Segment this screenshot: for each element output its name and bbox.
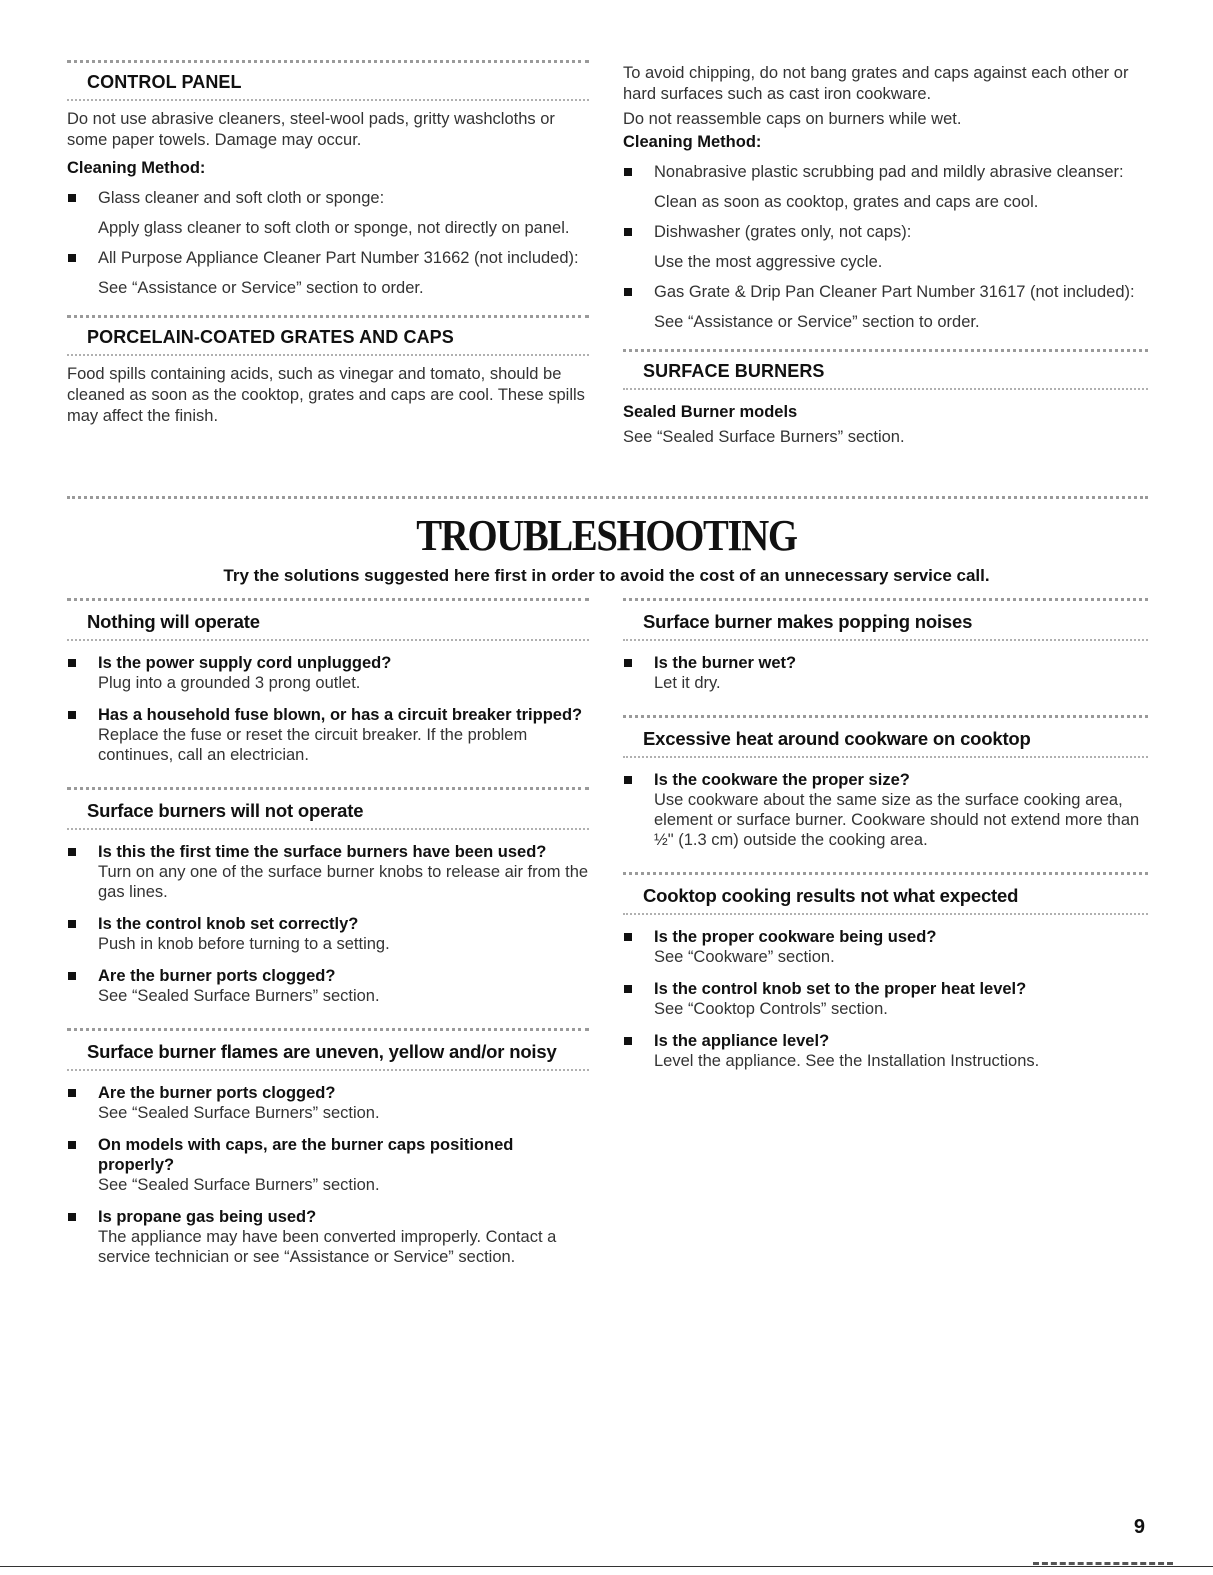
cleaning-method-label: Cleaning Method: — [623, 133, 762, 151]
grates-intro: Food spills containing acids, such as vinegar and tomato, should be cleaned as soon as the cooktop, grates and caps are cool. These spills may affect the finish. — [67, 365, 585, 425]
solution-list — [67, 653, 589, 775]
answer: See “Sealed Surface Burners” section. — [98, 987, 380, 1005]
question: Is the power supply cord unplugged? — [98, 654, 392, 672]
question: Are the burner ports clogged? — [98, 1084, 336, 1102]
list-item — [623, 282, 1148, 333]
problem-heading: Nothing will operate — [87, 611, 260, 632]
page-title: TROUBLESHOOTING — [416, 511, 797, 560]
list-item — [67, 188, 589, 239]
method-detail: See “Assistance or Service” section to order. — [98, 279, 424, 297]
section-divider — [623, 388, 1148, 390]
method-main: Nonabrasive plastic scrubbing pad and mildly abrasive cleanser: — [654, 163, 1124, 181]
problem-heading: Surface burner flames are uneven, yellow and/or noisy — [87, 1041, 557, 1062]
question: Is the proper cookware being used? — [654, 928, 937, 946]
list-item — [67, 653, 589, 693]
list-item — [623, 979, 1148, 1019]
method-main: Dishwasher (grates only, not caps): — [654, 223, 912, 241]
method-detail: Use the most aggressive cycle. — [654, 253, 883, 271]
solution-list — [623, 653, 1148, 703]
problem-section — [623, 872, 1148, 1081]
troubleshooting-left-column — [67, 598, 589, 1289]
answer: Turn on any one of the surface burner knobs to release air from the gas lines. — [98, 863, 589, 901]
question: Is propane gas being used? — [98, 1208, 317, 1226]
method-detail: Apply glass cleaner to soft cloth or sponge, not directly on panel. — [98, 219, 570, 237]
question: Is the cookware the proper size? — [654, 771, 910, 789]
answer: The appliance may have been converted improperly. Contact a service technician or see “Assistance or Service” section. — [98, 1228, 557, 1266]
control-panel-intro: Do not use abrasive cleaners, steel-wool pads, gritty washcloths or some paper towels. Damage may occur. — [67, 110, 555, 149]
section-divider — [67, 1069, 589, 1071]
control-panel-heading: CONTROL PANEL — [87, 72, 242, 92]
list-item — [67, 248, 589, 299]
list-item — [67, 966, 589, 1006]
problem-heading: Cooktop cooking results not what expected — [643, 885, 1019, 906]
question: Is this the first time the surface burners have been used? — [98, 843, 547, 861]
list-item — [67, 1083, 589, 1123]
solution-list — [67, 1083, 589, 1277]
section-divider — [623, 913, 1148, 915]
problem-heading: Surface burner makes popping noises — [643, 611, 973, 632]
top-left-column — [67, 60, 589, 427]
solution-list — [623, 927, 1148, 1081]
list-item — [623, 770, 1148, 850]
top-right-column — [623, 63, 1148, 448]
question: Is the appliance level? — [654, 1032, 830, 1050]
list-item — [623, 653, 1148, 693]
problem-section — [623, 598, 1148, 703]
answer: See “Sealed Surface Burners” section. — [98, 1104, 380, 1122]
page-bottom-rule — [0, 1566, 1213, 1567]
list-item — [67, 705, 589, 765]
answer: See “Cookware” section. — [654, 948, 835, 966]
section-divider — [623, 756, 1148, 758]
control-panel-methods — [67, 188, 589, 299]
method-detail: See “Assistance or Service” section to order. — [654, 313, 980, 331]
answer: See “Cooktop Controls” section. — [654, 1000, 888, 1018]
question: Has a household fuse blown, or has a circuit breaker tripped? — [98, 706, 583, 724]
problem-section — [67, 1028, 589, 1277]
surface-burners-text: See “Sealed Surface Burners” section. — [623, 428, 905, 446]
answer: Level the appliance. See the Installation Instructions. — [654, 1052, 1040, 1070]
answer: Use cookware about the same size as the surface cooking area, element or surface burner. Cookware should not extend more than ½" (1.3 cm) outside the cooking area. — [654, 791, 1140, 849]
question: Is the burner wet? — [654, 654, 797, 672]
troubleshooting-right-column — [623, 598, 1148, 1093]
list-item — [67, 1207, 589, 1267]
list-item — [67, 842, 589, 902]
grates-heading: PORCELAIN-COATED GRATES AND CAPS — [87, 327, 454, 347]
page-subtitle: Try the solutions suggested here first in order to avoid the cost of an unnecessary service call. — [223, 566, 990, 585]
surface-burners-heading: SURFACE BURNERS — [643, 361, 825, 381]
list-item — [67, 914, 589, 954]
grates-para-2: Do not reassemble caps on burners while wet. — [623, 110, 962, 128]
method-main: Glass cleaner and soft cloth or sponge: — [98, 189, 385, 207]
list-item — [623, 222, 1148, 273]
problem-section — [623, 715, 1148, 860]
question: On models with caps, are the burner caps positioned properly? — [98, 1136, 514, 1174]
problem-heading: Surface burners will not operate — [87, 800, 364, 821]
solution-list — [623, 770, 1148, 860]
list-item — [623, 927, 1148, 967]
method-detail: Clean as soon as cooktop, grates and caps are cool. — [654, 193, 1039, 211]
answer: Plug into a grounded 3 prong outlet. — [98, 674, 361, 692]
problem-section — [67, 598, 589, 775]
grates-methods — [623, 162, 1148, 333]
question: Is the control knob set correctly? — [98, 915, 359, 933]
list-item — [67, 1135, 589, 1195]
grates-para-1: To avoid chipping, do not bang grates and caps against each other or hard surfaces such as cast iron cookware. — [623, 64, 1129, 103]
section-divider — [67, 639, 589, 641]
answer: See “Sealed Surface Burners” section. — [98, 1176, 380, 1194]
list-item — [623, 1031, 1148, 1071]
solution-list — [67, 842, 589, 1016]
page-number: 9 — [1133, 1516, 1145, 1538]
page-bottom-marks — [1033, 1562, 1173, 1565]
method-main: All Purpose Appliance Cleaner Part Number 31662 (not included): — [98, 249, 579, 267]
list-item — [623, 162, 1148, 213]
question: Are the burner ports clogged? — [98, 967, 336, 985]
answer: Let it dry. — [654, 674, 721, 692]
sealed-burner-label: Sealed Burner models — [623, 403, 798, 421]
full-width-divider — [67, 496, 1148, 499]
section-divider — [623, 639, 1148, 641]
cleaning-method-label: Cleaning Method: — [67, 159, 206, 177]
problem-heading: Excessive heat around cookware on cooktop — [643, 728, 1031, 749]
problem-section — [67, 787, 589, 1016]
answer: Push in knob before turning to a setting. — [98, 935, 390, 953]
answer: Replace the fuse or reset the circuit breaker. If the problem continues, call an electrician. — [98, 726, 528, 764]
section-divider — [67, 828, 589, 830]
question: Is the control knob set to the proper heat level? — [654, 980, 1027, 998]
method-main: Gas Grate & Drip Pan Cleaner Part Number 31617 (not included): — [654, 283, 1135, 301]
